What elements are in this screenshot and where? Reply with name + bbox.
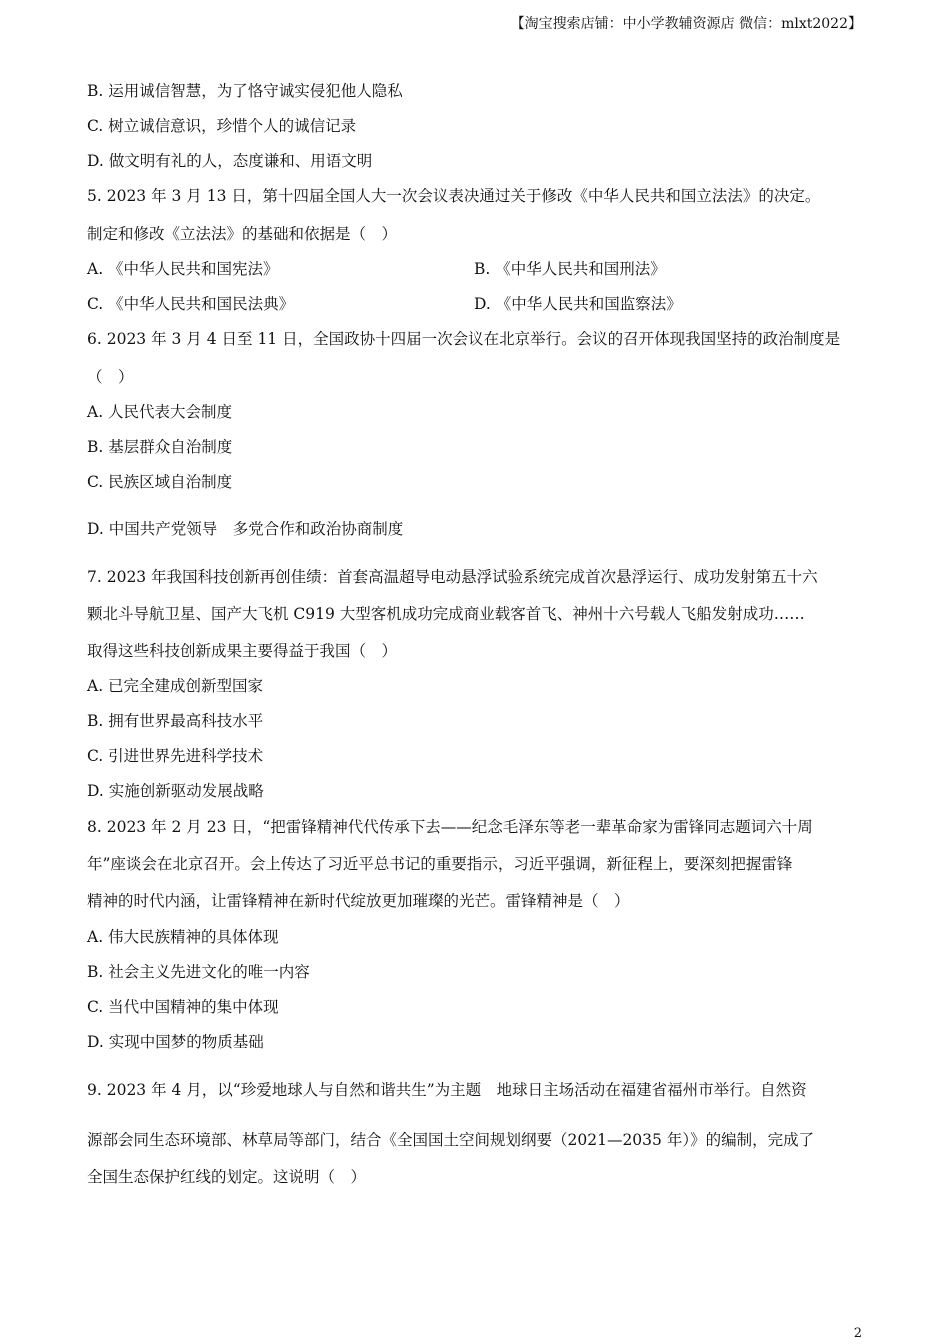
- q4-option-c: C. 树立诚信意识，珍惜个人的诚信记录: [87, 117, 357, 135]
- q5-option-c: C. 《中华人民共和国民法典》: [87, 295, 295, 313]
- q8-option-c: C. 当代中国精神的集中体现: [87, 998, 279, 1016]
- q6-option-a: A. 人民代表大会制度: [87, 403, 233, 421]
- q8-option-d: D. 实现中国梦的物质基础: [87, 1033, 264, 1051]
- page-number: 2: [853, 1326, 862, 1341]
- q7-stem-line1: 7. 2023 年我国科技创新再创佳绩：首套高温超导电动悬浮试验系统完成首次悬浮运行、成功发射第五十六: [87, 568, 818, 586]
- q5-option-d: D. 《中华人民共和国监察法》: [474, 295, 682, 313]
- q9-stem-line2: 源部会同生态环境部、林草局等部门，结合《全国国土空间规划纲要（2021—2035 年）》的编制，完成了: [87, 1131, 815, 1149]
- q7-option-d: D. 实施创新驱动发展战略: [87, 782, 264, 800]
- q8-option-b: B. 社会主义先进文化的唯一内容: [87, 963, 310, 981]
- q8-stem-line3: 精神的时代内涵，让雷锋精神在新时代绽放更加璀璨的光芒。雷锋精神是（ ）: [87, 892, 630, 910]
- q7-stem-line2: 颗北斗导航卫星、国产大飞机 C919 大型客机成功完成商业载客首飞、神州十六号载人飞船发射成功……: [87, 605, 805, 623]
- q6-stem-line2: （ ）: [87, 368, 134, 386]
- q8-option-a: A. 伟大民族精神的具体体现: [87, 928, 279, 946]
- q5-stem-line2: 制定和修改《立法法》的基础和依据是（ ）: [87, 225, 398, 243]
- q6-stem-line1: 6. 2023 年 3 月 4 日至 11 日，全国政协十四届一次会议在北京举行。会议的召开体现我国坚持的政治制度是: [87, 330, 841, 348]
- q4-option-d: D. 做文明有礼的人，态度谦和、用语文明: [87, 152, 373, 170]
- q5-stem-line1: 5. 2023 年 3 月 13 日，第十四届全国人大一次会议表决通过关于修改《中华人民共和国立法法》的决定。: [87, 187, 821, 205]
- q7-option-a: A. 已完全建成创新型国家: [87, 677, 264, 695]
- q7-option-c: C. 引进世界先进科学技术: [87, 747, 264, 765]
- q5-option-b: B. 《中华人民共和国刑法》: [474, 260, 666, 278]
- q5-option-a: A. 《中华人民共和国宪法》: [87, 260, 279, 278]
- q9-stem-line1: 9. 2023 年 4 月，以“珍爱地球人与自然和谐共生”为主题 地球日主场活动在福建省福州市举行。自然资: [87, 1081, 807, 1099]
- q8-stem-line2: 年”座谈会在北京召开。会上传达了习近平总书记的重要指示，习近平强调，新征程上，要深刻把握雷锋: [87, 855, 793, 873]
- q7-option-b: B. 拥有世界最高科技水平: [87, 712, 264, 730]
- page-header: 【淘宝搜索店铺：中小学教辅资源店 微信：mlxt2022】: [510, 16, 862, 32]
- q6-option-d: D. 中国共产党领导 多党合作和政治协商制度: [87, 520, 404, 538]
- q4-option-b: B. 运用诚信智慧，为了恪守诚实侵犯他人隐私: [87, 82, 403, 100]
- q6-option-b: B. 基层群众自治制度: [87, 438, 233, 456]
- q7-stem-line3: 取得这些科技创新成果主要得益于我国（ ）: [87, 642, 398, 660]
- q6-option-c: C. 民族区域自治制度: [87, 473, 233, 491]
- q8-stem-line1: 8. 2023 年 2 月 23 日，“把雷锋精神代代传承下去——纪念毛泽东等老一辈革命家为雷锋同志题词六十周: [87, 818, 813, 836]
- q9-stem-line3: 全国生态保护红线的划定。这说明（ ）: [87, 1168, 367, 1186]
